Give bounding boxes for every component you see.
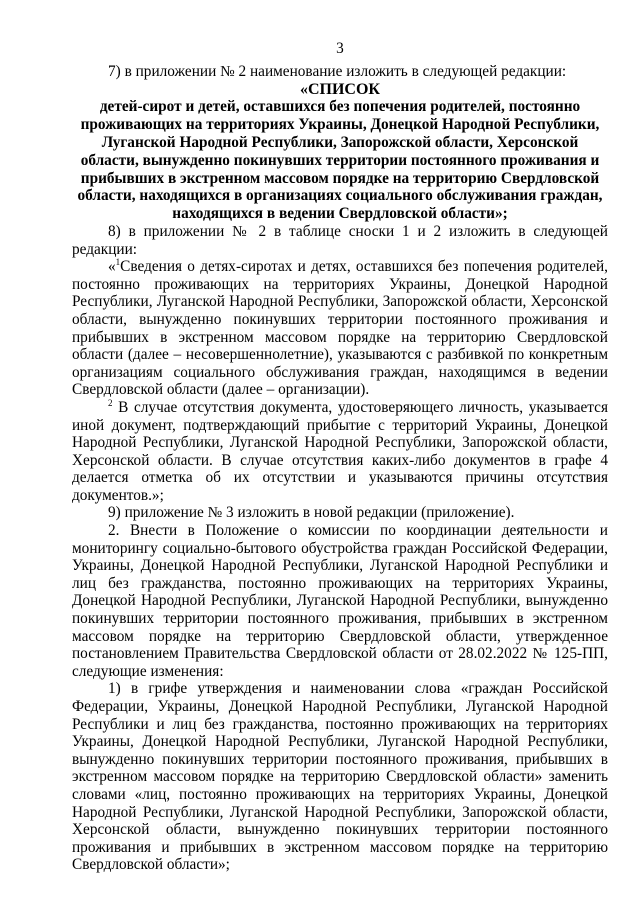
page-number: 3 xyxy=(336,40,344,57)
list-title-heading: «СПИСОК xyxy=(299,80,381,98)
footnote-1-text: Сведения о детях-сиротах и детях, оставшихся без попечения родителей, постоянно проживающих на территориях Украины, Донецкой Народной Республики, Луганской Народной Республики, Запорожской области, Херсонской области, вынужденно покинувших территории постоянного проживания и прибывших в экстренном массовом порядке на территорию Свердловской области (далее – несовершеннолетние), указываются с разбивкой по конкретным организациям социального обслуживания граждан, находящимся в ведении Свердловской области (далее – организации). xyxy=(72,258,608,399)
footnote-2 xyxy=(72,399,608,505)
item-9: 9) приложение № 3 изложить в новой редакции (приложение). xyxy=(108,504,515,522)
item-8-intro: 8) в приложении № 2 в таблице сноски 1 и 2 изложить в следующей редакции: xyxy=(72,222,608,258)
list-title-block xyxy=(72,81,608,223)
footnote-2-mark: 2 xyxy=(108,397,113,408)
footnote-1 xyxy=(72,258,608,399)
section-2: 2. Внести в Положение о комиссии по координации деятельности и мониторингу социально-бытового обустройства граждан Российской Федерации, Украины, Донецкой Народной Республики, Луганской Народной Республики и лиц без гражданства, постоянно проживающих на территориях Украины, Донецкой Народной Республики, Луганской Народной Республики, вынужденно покинувших территории постоянного проживания, прибывших в экстренном массовом порядке на территорию Свердловской области, утвержденное постановлением Правительства Свердловской области от 28.02.2022 № 125-ПП, следующие изменения: xyxy=(72,522,608,680)
footnote-2-text: В случае отсутствия документа, удостоверяющего личность, указывается иной документ, подтверждающий прибытие с территорий Украины, Донецкой Народной Республики, Луганской Народной Республики, Запорожской области, Херсонской области. В случае отсутствия каких-либо документов в графе 4 делается отметка об их отсутствии и указываются причины отсутствия документов.»; xyxy=(72,398,608,504)
item-7-intro: 7) в приложении № 2 наименование изложить в следующей редакции: xyxy=(108,63,567,80)
footnote-1-mark: 1 xyxy=(115,257,121,268)
list-title-body: детей-сирот и детей, оставшихся без попечения родителей, постоянно проживающих на территориях Украины, Донецкой Народной Республики, Луганской Народной Республики, Запорожской области, Херсонской области, вынужденно покинувших территории постоянного проживания и прибывших в экстренном массовом порядке на территорию Свердловской области, находящихся в организациях социального обслуживания граждан, находящихся в ведении Свердловской области»; xyxy=(77,98,603,223)
subitem-1: 1) в грифе утверждения и наименовании слова «граждан Российской Федерации, Украины, Донецкой Народной Республики, Луганской Народной Республики и лиц без гражданства, постоянно проживающих на территориях Украины, Донецкой Народной Республики, Луганской Народной Республики, вынужденно покинувших территории постоянного проживания, прибывших в экстренном массовом порядке на территорию Свердловской области» заменить словами «лиц, постоянно проживающих на территориях Украины, Донецкой Народной Республики, Луганской Народной Республики, Запорожской области, Херсонской области, вынужденно покинувших территории постоянного проживания и прибывших в экстренном массовом порядке на территорию Свердловской области»; xyxy=(72,680,608,874)
document-page xyxy=(72,40,608,874)
footnote-1-quote: « xyxy=(108,258,116,276)
